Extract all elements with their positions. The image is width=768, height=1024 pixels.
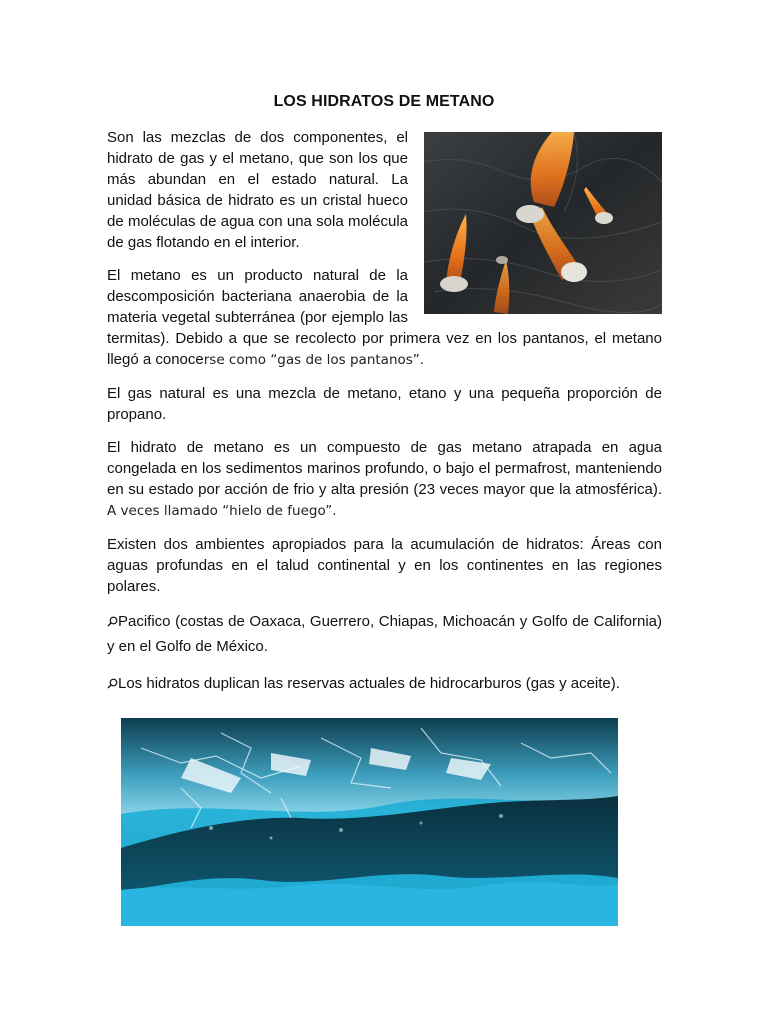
bullet-item-reservas [107, 671, 662, 696]
paragraph-methane-hydrate-text: El hidrato de metano es un compuesto de gas metano atrapada en agua congelada en los sedimentos marinos profundo, o bajo el permafrost, manteniendo en su estado por acción de frio y alta presión (23 veces mayor que la atmosférica). [107, 439, 662, 498]
bullet-item-pacifico [107, 609, 662, 659]
paragraph-natural-gas: El gas natural es una mezcla de metano, etano y una pequeña proporción de propano. [107, 385, 662, 423]
paragraph-environments: Existen dos ambientes apropiados para la acumulación de hidratos: Áreas con aguas profundas en el talud continental y en los continentes en las regiones polares. [107, 536, 662, 595]
paragraph-methane-hydrate-tail: A veces llamado “hielo de fuego”. [107, 503, 337, 519]
underwater-hydrate-image [121, 718, 618, 926]
paragraph-methane-origin-text: El metano es un producto natural de la descomposición bacteriana anaerobia de la materia vegetal subterránea (por ejemplo las termitas). Debido a que se recolecto por primera vez en los pantanos, el metano llegó a conoce [107, 267, 662, 368]
magnifier-icon [107, 616, 118, 627]
bullet-item-pacifico-text: Pacifico (costas de Oaxaca, Guerrero, Chiapas, Michoacán y Golfo de California) y en el Golfo de México. [107, 613, 662, 655]
paragraph-methane-origin-tail: rse como “gas de los pantanos”. [203, 352, 425, 368]
document-title: LOS HIDRATOS DE METANO [273, 93, 495, 110]
bullet-item-reservas-text: Los hidratos duplican las reservas actuales de hidrocarburos (gas y aceite). [118, 675, 620, 692]
magnifier-icon [107, 678, 118, 689]
paragraph-methane-hydrate [107, 437, 662, 522]
document-body [107, 127, 662, 708]
paragraph-composition: Son las mezclas de dos componentes, el hidrato de gas y el metano, que son los que más abundan en el estado natural. La unidad básica de hidrato es un cristal hueco de moléculas de agua con una sola molécula de gas flotando en el interior. [107, 129, 408, 251]
burning-methane-hydrate-image [424, 132, 662, 314]
